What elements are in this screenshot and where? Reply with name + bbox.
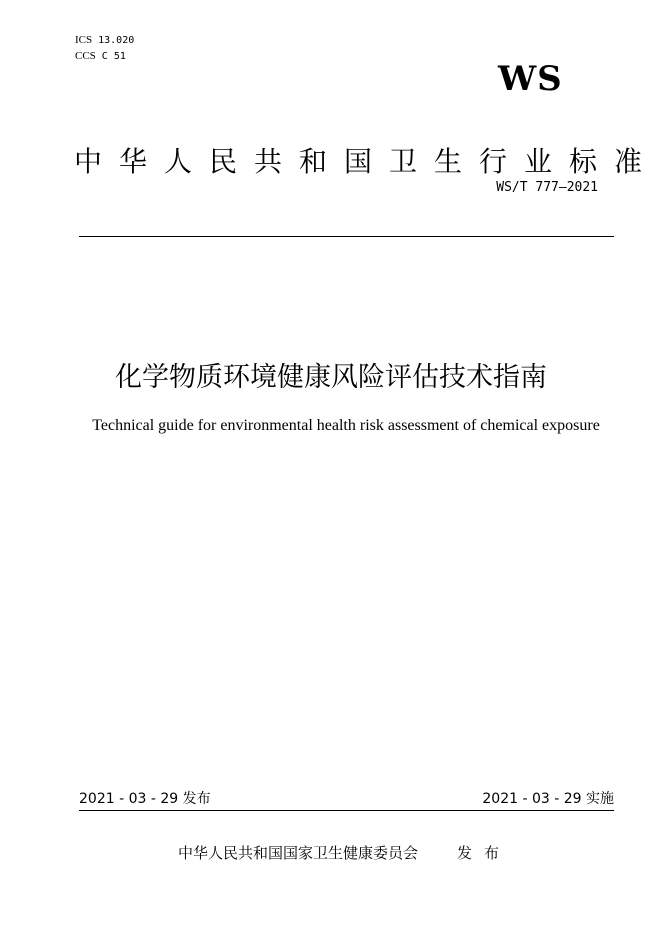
ccs-line	[75, 49, 126, 64]
ws-logo: WS	[498, 59, 563, 99]
top-divider	[79, 236, 614, 237]
ics-line	[75, 33, 134, 48]
publish-date: 2021 - 03 - 29 发布	[79, 791, 211, 807]
ccs-code: C 51	[101, 51, 126, 62]
ics-label: ICS	[75, 34, 93, 46]
issuer-action: 发布	[457, 844, 512, 862]
issuer-name: 中华人民共和国国家卫生健康委员会	[178, 844, 419, 862]
implement-date: 2021 - 03 - 29 实施	[482, 791, 614, 807]
ccs-label: CCS	[75, 50, 96, 62]
title-chinese: 化学物质环境健康风险评估技术指南	[115, 362, 547, 393]
ics-code: 13.020	[98, 35, 135, 46]
bottom-divider	[79, 810, 614, 811]
standard-category: 中华人民共和国卫生行业标准	[74, 145, 660, 178]
title-english: Technical guide for environmental health risk assessment of chemical exposure	[92, 417, 600, 434]
standard-number: WS/T 777—2021	[496, 180, 598, 195]
